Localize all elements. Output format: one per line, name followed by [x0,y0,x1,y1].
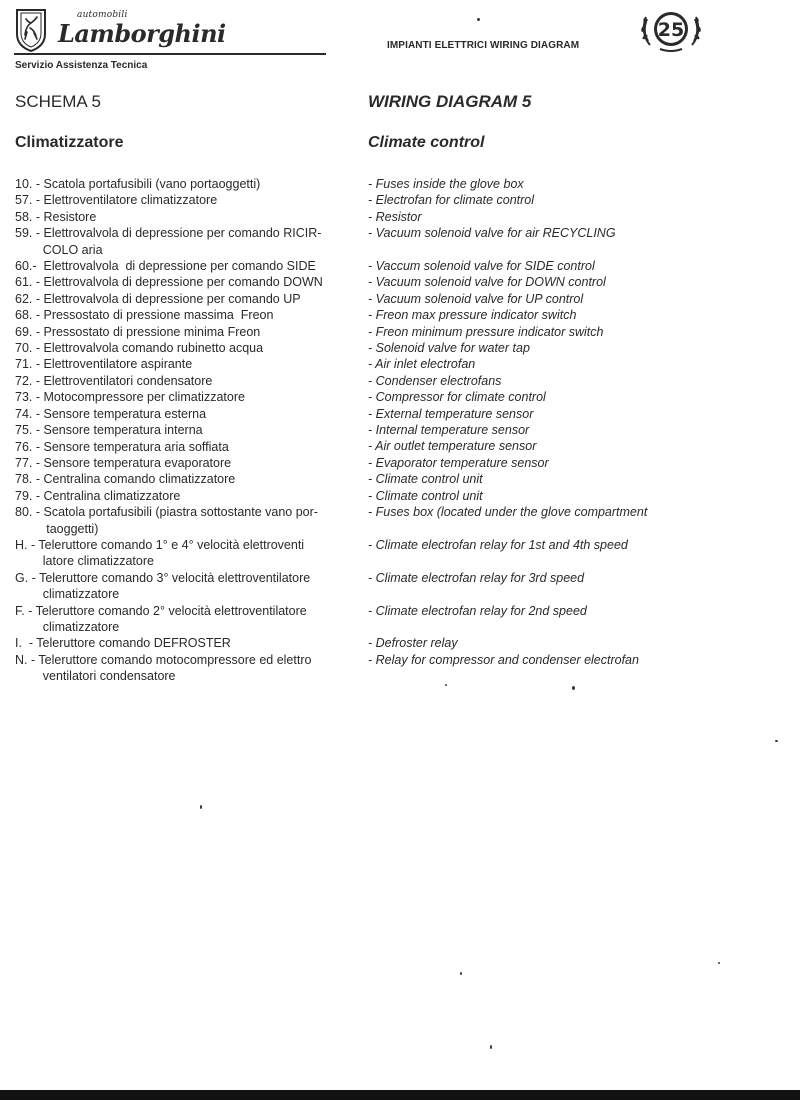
list-item-english: - Air inlet electrofan [368,357,476,372]
list-item: 76. - Sensore temperatura aria soffiata [15,439,229,454]
lamborghini-bull-icon [14,8,48,52]
list-item: COLO aria [15,242,103,257]
list-item-english [368,586,788,602]
list-item: 80. - Scatola portafusibili (piastra sottostante vano por- [15,505,318,520]
list-item: taoggetti) [15,521,99,536]
list-item-english: - Air outlet temperature sensor [368,439,537,454]
list-item-english: - Fuses inside the glove box [368,177,524,191]
list-item: I. - Teleruttore comando DEFROSTER [15,636,231,651]
list-item: climatizzatore [15,619,120,634]
list-item: 70. - Elettrovalvola comando rubinetto acqua [15,341,264,356]
list-item: N. - Teleruttore comando motocompressore ed elettro [15,652,312,667]
list-item-english: - Solenoid valve for water tap [368,341,530,356]
italian-column [15,92,363,701]
list-item-english [368,619,788,635]
section-title-english: Climate control [368,134,485,151]
list-item: 68. - Pressostato di pressione massima Freon [15,308,274,323]
header-center-title: IMPIANTI ELETTRICI WIRING DIAGRAM [387,40,580,51]
brand-logo [14,8,334,74]
list-item: 74. - Sensore temperatura esterna [15,406,207,421]
service-label: Servizio Assistenza Tecnica [15,60,148,71]
list-item: 60.- Elettrovalvola di depressione per comando SIDE [15,259,316,274]
list-item: H. - Teleruttore comando 1° e 4° velocità elettroventi [15,537,305,552]
scan-speck [477,18,480,21]
schema-title: SCHEMA 5 [15,92,101,111]
list-item: 73. - Motocompressore per climatizzatore [15,390,245,405]
list-item-english: - Relay for compressor and condenser electrofan [368,652,639,667]
scan-speck [460,972,462,975]
list-item-english: - Vacuum solenoid valve for air RECYCLING [368,226,616,241]
list-item-english: - Climate electrofan relay for 3rd speed [368,570,585,585]
list-item-english: - Defroster relay [368,636,458,651]
list-item-english: - Electrofan for climate control [368,193,535,208]
list-item: 57. - Elettroventilatore climatizzatore [15,193,218,208]
scan-speck [445,684,447,686]
list-item-english: - Climate control unit [368,472,483,487]
scan-bottom-edge [0,1090,800,1100]
list-item: 71. - Elettroventilatore aspirante [15,357,193,372]
list-item: 59. - Elettrovalvola di depressione per comando RICIR- [15,226,322,241]
list-item-english: - Condenser electrofans [368,373,502,388]
list-item: 75. - Sensore temperatura interna [15,423,203,438]
english-column [368,92,788,701]
list-item-english: - Resistor [368,209,422,224]
list-item-english [368,553,788,569]
list-item: climatizzatore [15,587,120,602]
list-item: 69. - Pressostato di pressione minima Freon [15,324,261,339]
list-item-english: - Compressor for climate control [368,390,546,405]
list-item: 79. - Centralina climatizzatore [15,488,181,503]
list-item-english: - External temperature sensor [368,406,534,421]
list-item: 77. - Sensore temperatura evaporatore [15,455,232,470]
scan-speck [775,740,778,742]
list-item: ventilatori condensatore [15,669,176,684]
scan-speck [490,1045,492,1049]
list-item-english: - Vaccum solenoid valve for SIDE control [368,259,595,274]
list-item: 61. - Elettrovalvola di depressione per comando DOWN [15,275,323,290]
scan-speck [572,686,575,690]
list-item: 62. - Elettrovalvola di depressione per comando UP [15,291,301,306]
list-item-english: - Freon max pressure indicator switch [368,308,577,323]
list-item-english: - Internal temperature sensor [368,423,530,438]
section-title: Climatizzatore [15,134,124,151]
list-item-english: - Freon minimum pressure indicator switch [368,324,604,339]
list-item-english: - Vacuum solenoid valve for UP control [368,291,584,306]
seal-number: 25 [657,19,685,41]
list-item-english: - Climate electrofan relay for 2nd speed [368,603,587,618]
brand-name: Lamborghini [58,19,226,48]
header-rule [14,53,326,55]
list-item: 72. - Elettroventilatori condensatore [15,373,213,388]
list-item-english [368,521,788,537]
list-item: 78. - Centralina comando climatizzatore [15,472,236,487]
scan-speck [200,805,202,809]
wiring-diagram-title: WIRING DIAGRAM 5 [368,92,532,111]
list-item-english: - Vacuum solenoid valve for DOWN control [368,275,606,290]
list-item: 58. - Resistore [15,209,97,224]
anniversary-seal-icon [638,5,704,53]
list-item: F. - Teleruttore comando 2° velocità elettroventilatore [15,603,307,618]
list-item: latore climatizzatore [15,554,154,569]
brand-small-text: automobili [77,10,128,20]
component-list-italian [15,176,363,685]
list-item: 10. - Scatola portafusibili (vano portaoggetti) [15,177,261,191]
list-item-english: - Fuses box (located under the glove compartment [368,505,648,520]
page-header [0,0,800,80]
component-list-english [368,176,788,685]
list-item: G. - Teleruttore comando 3° velocità elettroventilatore [15,570,311,585]
list-item-english: - Evaporator temperature sensor [368,455,549,470]
list-item-english: - Climate electrofan relay for 1st and 4th speed [368,537,628,552]
scan-speck [718,962,720,964]
list-item-english [368,242,788,258]
list-item-english: - Climate control unit [368,488,483,503]
list-item-english [368,668,788,684]
